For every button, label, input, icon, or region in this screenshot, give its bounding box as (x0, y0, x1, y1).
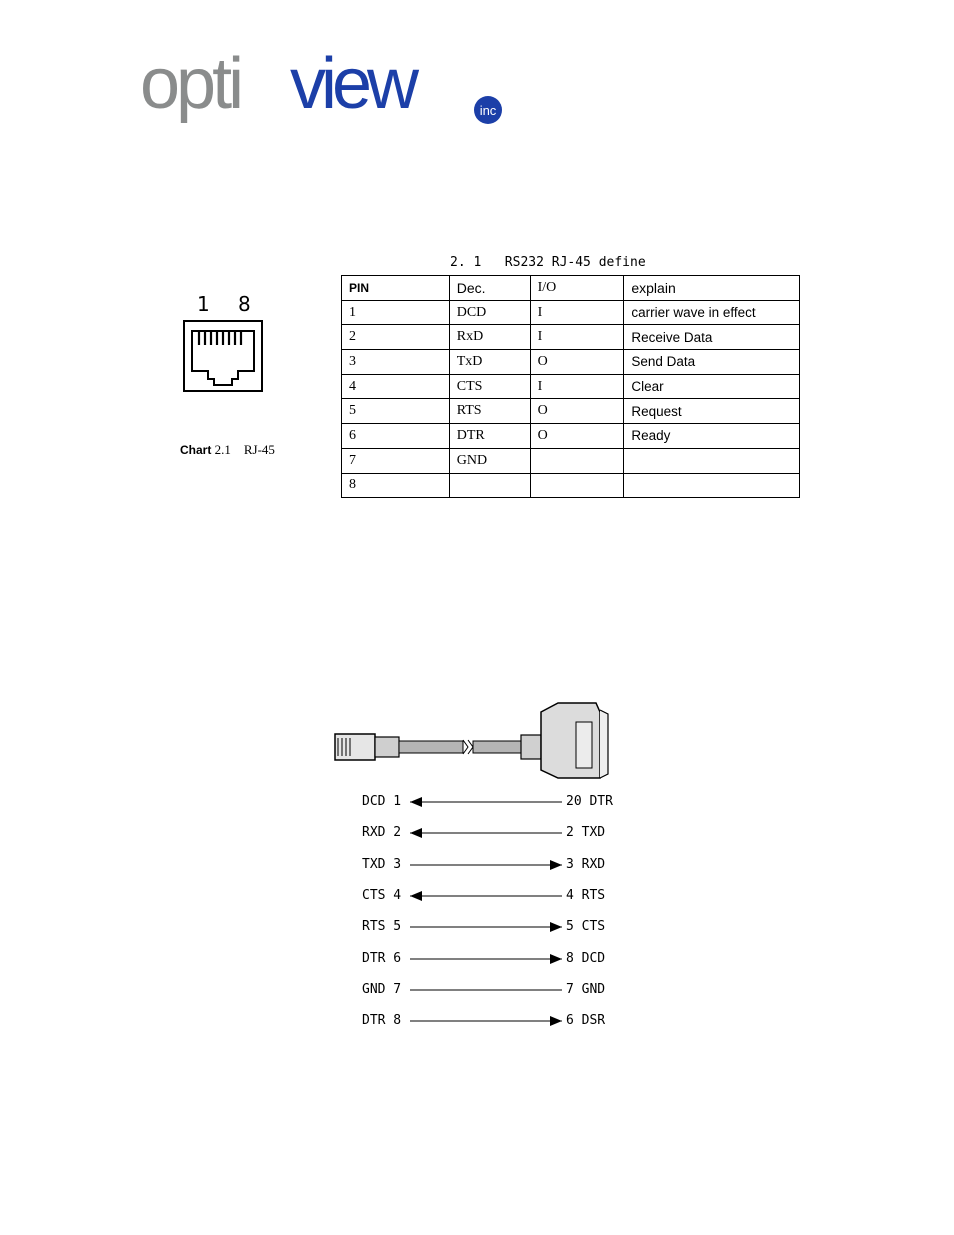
wire-line (410, 949, 564, 969)
rj45-jack-icon (180, 292, 270, 402)
cell-dec (449, 473, 530, 498)
cell-io: I (530, 325, 624, 350)
table-row (342, 399, 800, 424)
cell-dec: CTS (449, 374, 530, 399)
wire-line (410, 1011, 564, 1031)
cell-explain: carrier wave in effect (624, 300, 800, 325)
cell-explain (624, 473, 800, 498)
cell-dec: DTR (449, 424, 530, 449)
cell-pin: 1 (342, 300, 450, 325)
table-row (342, 473, 800, 498)
cell-explain: Request (624, 399, 800, 424)
cell-explain: Send Data (624, 350, 800, 375)
cell-io: O (530, 424, 624, 449)
wire-left-pin: GND 7 (362, 981, 402, 997)
wire-line (410, 886, 564, 906)
rj45-pin-table (341, 275, 800, 498)
cell-dec: TxD (449, 350, 530, 375)
wire-row (360, 792, 620, 812)
wire-left-pin: DCD 1 (362, 794, 402, 809)
table-header-row (342, 276, 800, 301)
wire-row (360, 980, 620, 1000)
table-row (342, 350, 800, 375)
rj45-pin-last: 8 (238, 292, 251, 316)
logo-text-view: view (290, 52, 415, 124)
arrow-left-icon (410, 891, 422, 901)
wire-line (410, 823, 564, 843)
wire-row (360, 917, 620, 937)
header-pin: PIN (342, 276, 450, 301)
wire-left-pin: TXD 3 (362, 856, 402, 872)
rj45-caption (180, 442, 275, 458)
wire-right-pin: 7 GND (566, 981, 606, 997)
cell-explain (624, 448, 800, 473)
cell-explain: Receive Data (624, 325, 800, 350)
logo-graphic (140, 52, 510, 132)
cell-dec: RTS (449, 399, 530, 424)
cell-dec: RxD (449, 325, 530, 350)
caption-label: Chart (180, 443, 212, 457)
cell-pin: 3 (342, 350, 450, 375)
wire-left-pin: CTS 4 (362, 887, 402, 903)
arrow-left-icon (410, 828, 422, 838)
wire-right-pin: 6 DSR (566, 1013, 606, 1029)
arrow-right-icon (550, 860, 562, 870)
cell-io: I (530, 374, 624, 399)
wire-row (360, 823, 620, 843)
wiring-diagram (360, 792, 620, 1042)
arrow-right-icon (550, 954, 562, 964)
table-title: 2. 1 RS232 RJ-45 define (450, 255, 646, 270)
optiview-logo (140, 52, 510, 132)
cell-pin: 6 (342, 424, 450, 449)
wire-right-pin: 2 TXD (566, 825, 606, 841)
wire-line (410, 917, 564, 937)
cell-dec: GND (449, 448, 530, 473)
cell-pin: 4 (342, 374, 450, 399)
cell-io: O (530, 350, 624, 375)
arrow-left-icon (410, 797, 422, 807)
wire-right-pin: 3 RXD (566, 856, 606, 872)
cell-pin: 7 (342, 448, 450, 473)
wire-row (360, 855, 620, 875)
arrow-right-icon (550, 1016, 562, 1026)
wire-row (360, 1011, 620, 1031)
rj45-to-db25-cable-icon (332, 700, 614, 782)
cell-dec: DCD (449, 300, 530, 325)
cell-pin: 2 (342, 325, 450, 350)
table-row (342, 300, 800, 325)
rj45-pin-first: 1 (197, 292, 210, 316)
wire-right-pin: 8 DCD (566, 950, 606, 966)
table-row (342, 424, 800, 449)
wire-right-pin: 5 CTS (566, 919, 606, 935)
wire-line (410, 980, 564, 1000)
header-dec: Dec. (449, 276, 530, 301)
cell-explain: Ready (624, 424, 800, 449)
cell-pin: 8 (342, 473, 450, 498)
logo-badge-text: inc (479, 103, 497, 118)
arrow-right-icon (550, 922, 562, 932)
table-row (342, 448, 800, 473)
logo-text-opti: opti (140, 52, 241, 124)
wire-left-pin: DTR 8 (362, 1013, 402, 1029)
caption-name: RJ-45 (243, 442, 275, 457)
wire-row (360, 949, 620, 969)
wire-left-pin: RXD 2 (362, 825, 402, 841)
cell-io: O (530, 399, 624, 424)
wire-line (410, 792, 564, 812)
cell-io (530, 473, 624, 498)
header-explain: explain (624, 276, 800, 301)
wire-row (360, 886, 620, 906)
header-io: I/O (530, 276, 624, 301)
caption-number: 2.1 (214, 442, 231, 457)
cell-io (530, 448, 624, 473)
wire-left-pin: RTS 5 (362, 919, 402, 935)
table-row (342, 325, 800, 350)
wire-right-pin: 4 RTS (566, 887, 606, 903)
wire-right-pin: 20 DTR (566, 794, 613, 809)
cell-pin: 5 (342, 399, 450, 424)
cell-explain: Clear (624, 374, 800, 399)
table-row (342, 374, 800, 399)
wire-line (410, 855, 564, 875)
cell-io: I (530, 300, 624, 325)
wire-left-pin: DTR 6 (362, 950, 402, 966)
